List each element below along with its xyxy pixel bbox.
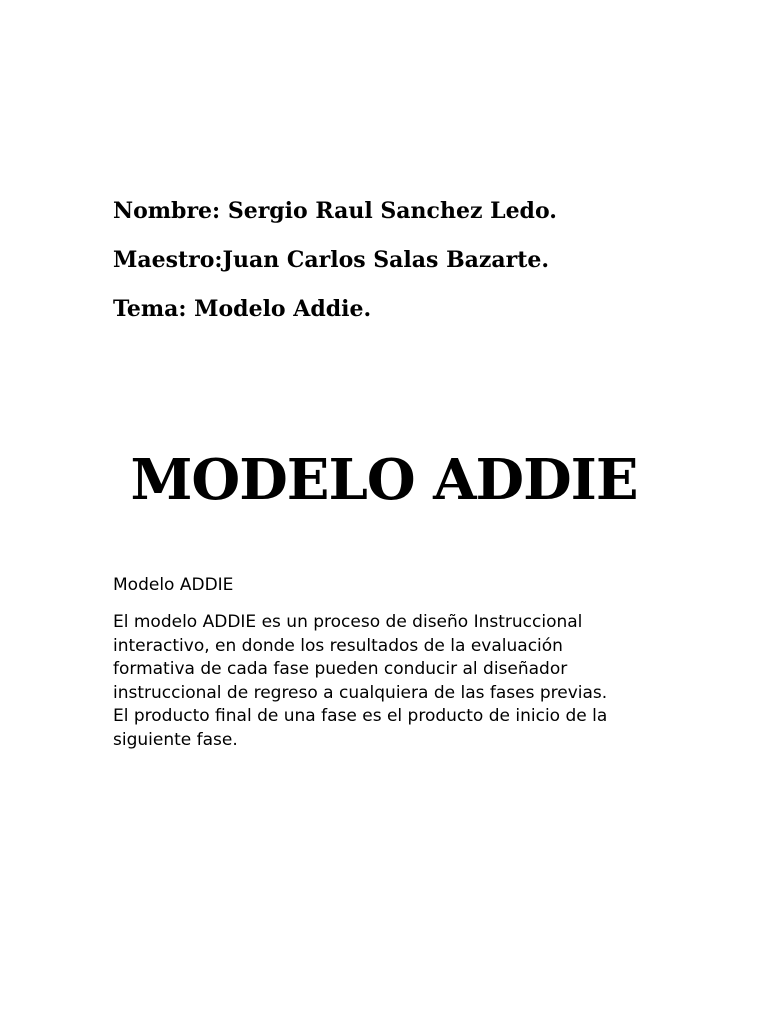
topic-line: Tema: Modelo Addie. — [113, 296, 372, 322]
document-title: MODELO ADDIE — [130, 447, 638, 513]
section-heading: Modelo ADDIE — [113, 575, 234, 595]
paragraph-line: formativa de cada fase pueden conducir al diseñador — [113, 659, 568, 679]
student-name-line: Nombre: Sergio Raul Sanchez Ledo. — [113, 198, 557, 224]
paragraph-line: instruccional de regreso a cualquiera de las fases previas. — [113, 682, 608, 703]
paragraph-line: siguiente fase. — [113, 729, 238, 750]
teacher-name-line: Maestro:Juan Carlos Salas Bazarte. — [113, 247, 550, 273]
paragraph-line: El producto final de una fase es el producto de inicio de la — [113, 706, 608, 726]
paragraph-line: interactivo, en donde los resultados de la evaluación — [113, 635, 563, 656]
paragraph-line: El modelo ADDIE es un proceso de diseño Instruccional — [113, 612, 583, 632]
section-paragraph — [113, 611, 673, 752]
